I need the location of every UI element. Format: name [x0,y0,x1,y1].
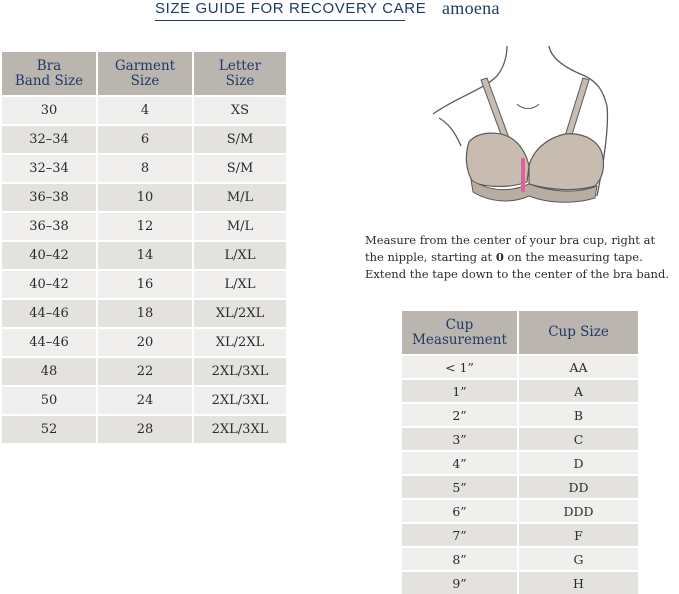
band-size-cell: 32–34 [2,125,97,154]
table-row [2,415,286,443]
band-size-cell: 32–34 [2,154,97,183]
band-size-cell: 40–42 [2,241,97,270]
band-size-cell: 44–46 [2,328,97,357]
table-row [402,475,638,499]
cup-size-cell: F [518,523,638,547]
garment-size-cell: 12 [97,212,193,241]
garment-size-cell: 24 [97,386,193,415]
table-row [402,523,638,547]
garment-size-cell: 10 [97,183,193,212]
left-strap [481,78,509,140]
letter-size-cell: M/L [193,183,286,212]
band-size-cell: 30 [2,96,97,125]
table-row [2,183,286,212]
cup-measurement-cell: 7” [402,523,518,547]
instruction-line-2-end: on the measuring tape. [503,250,643,264]
table-row [402,451,638,475]
letter-size-cell: 2XL/3XL [193,357,286,386]
table-row [402,403,638,427]
band-size-table [2,52,286,443]
letter-size-cell: 2XL/3XL [193,386,286,415]
instruction-line-2 [365,249,677,266]
cup-size-cell: A [518,379,638,403]
band-size-cell: 44–46 [2,299,97,328]
garment-size-cell: 16 [97,270,193,299]
table-row [2,357,286,386]
cup-measurement-cell: 5” [402,475,518,499]
cup-measurement-cell: 1” [402,379,518,403]
table-row [2,154,286,183]
cup-size-cell: DDD [518,499,638,523]
cup-size-cell: D [518,451,638,475]
table-row [2,386,286,415]
band-size-cell: 40–42 [2,270,97,299]
garment-size-cell: 4 [97,96,193,125]
collarbone-outline [517,104,539,109]
garment-size-cell: 22 [97,357,193,386]
cup-size-cell: DD [518,475,638,499]
table-row [2,299,286,328]
garment-size-cell: 18 [97,299,193,328]
garment-size-cell: 20 [97,328,193,357]
table-row [402,547,638,571]
cup-size-cell: B [518,403,638,427]
garment-size-cell: 14 [97,241,193,270]
brand-logo: amoena [442,0,500,18]
instruction-line-2-start: the nipple, starting at [365,250,496,264]
letter-size-cell: XL/2XL [193,328,286,357]
measurement-instructions [365,232,677,283]
table-row [2,328,286,357]
instruction-line-1: Measure from the center of your bra cup, right at [365,233,656,247]
band-size-cell: 50 [2,386,97,415]
cup-table-body [402,355,638,594]
letter-size-cell: XS [193,96,286,125]
table-row [402,499,638,523]
table-row [2,270,286,299]
garment-size-cell: 28 [97,415,193,443]
cup-measurement-cell: < 1” [402,355,518,379]
table-row [2,241,286,270]
letter-size-cell: L/XL [193,270,286,299]
table-row [402,571,638,594]
cup-table-header-row [402,311,638,355]
garment-size-cell: 6 [97,125,193,154]
title-underline [155,20,405,21]
letter-size-cell: L/XL [193,241,286,270]
garment-size-cell: 8 [97,154,193,183]
letter-size-cell: XL/2XL [193,299,286,328]
cup-measurement-cell: 4” [402,451,518,475]
table-row [402,427,638,451]
band-table-body [2,96,286,443]
cup-measurement-header: Cup Measurement [402,311,518,355]
garment-size-header: Garment Size [97,52,193,96]
band-size-cell: 48 [2,357,97,386]
letter-size-cell: M/L [193,212,286,241]
band-size-cell: 36–38 [2,212,97,241]
table-row [402,379,638,403]
left-cup [466,133,529,186]
table-row [2,212,286,241]
band-size-cell: 36–38 [2,183,97,212]
instruction-line-3: Extend the tape down to the center of the bra band. [365,267,669,281]
cup-measurement-cell: 3” [402,427,518,451]
cup-size-header: Cup Size [518,311,638,355]
band-size-cell: 52 [2,415,97,443]
cup-measurement-cell: 2” [402,403,518,427]
table-row [2,96,286,125]
table-row [402,355,638,379]
bra-measurement-illustration-icon [425,46,615,216]
letter-size-cell: S/M [193,125,286,154]
cup-size-cell: C [518,427,638,451]
cup-measurement-cell: 6” [402,499,518,523]
band-table-header-row [2,52,286,96]
band-size-header: Bra Band Size [2,52,97,96]
page-header [0,0,679,22]
cup-size-cell: H [518,571,638,594]
page-title: SIZE GUIDE FOR RECOVERY CARE [155,0,427,17]
arm-left-outline [439,118,461,146]
cup-measurement-cell: 8” [402,547,518,571]
measuring-tape-mark [521,158,525,192]
table-row [2,125,286,154]
letter-size-cell: S/M [193,154,286,183]
cup-measurement-cell: 9” [402,571,518,594]
right-strap [565,78,589,138]
right-cup [529,134,604,190]
cup-size-table [402,311,638,594]
letter-size-header: Letter Size [193,52,286,96]
letter-size-cell: 2XL/3XL [193,415,286,443]
cup-size-cell: AA [518,355,638,379]
cup-size-cell: G [518,547,638,571]
instruction-zero-mark: 0 [495,250,504,264]
